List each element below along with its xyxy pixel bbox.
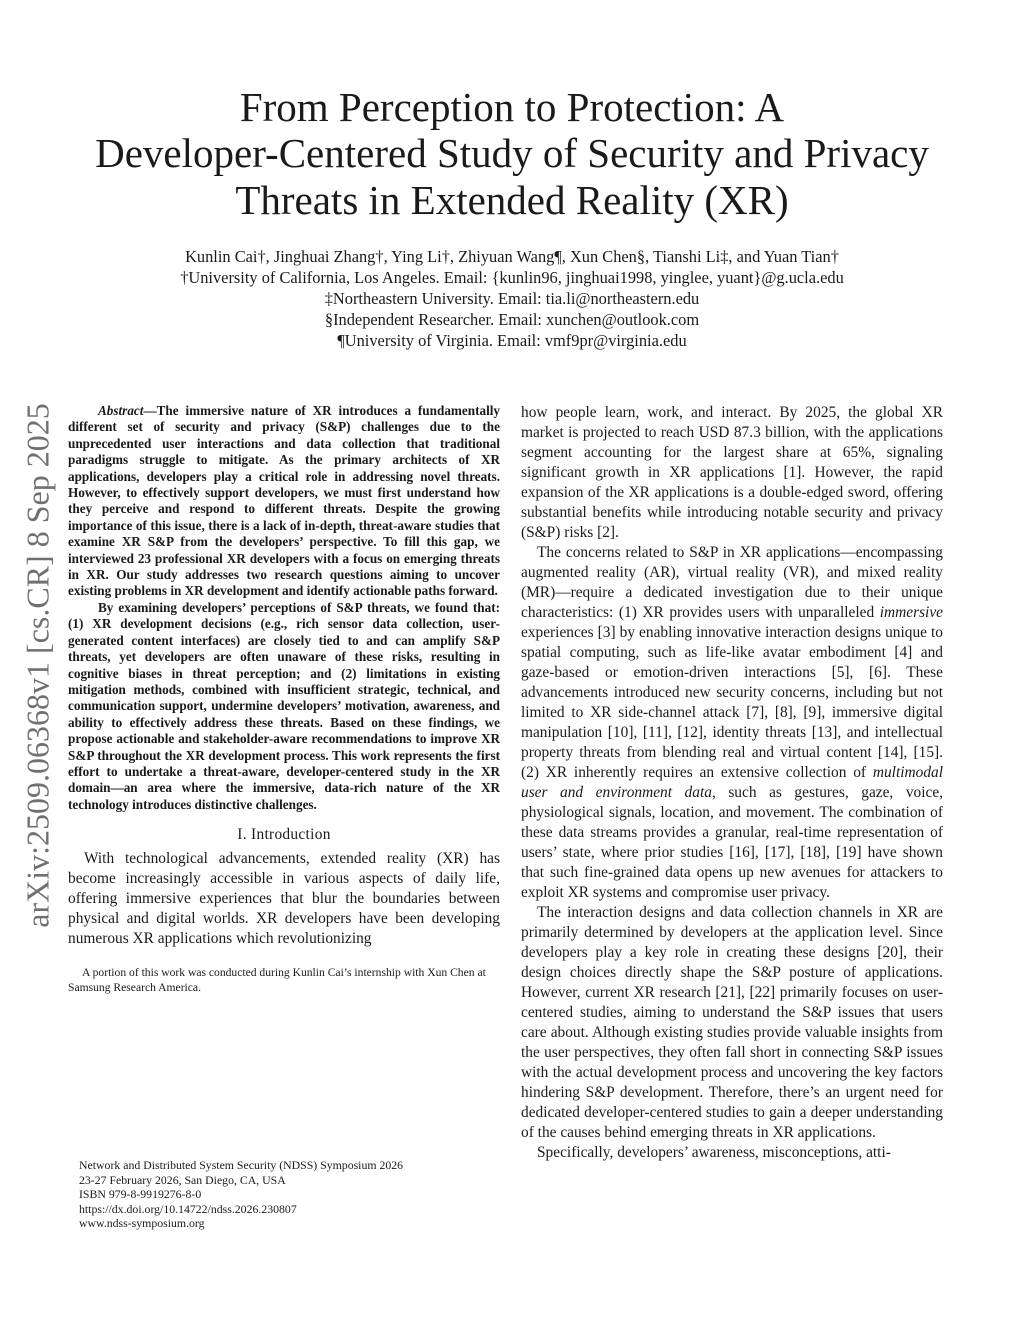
- author-names: Kunlin Cai†, Jinghuai Zhang†, Ying Li†, Zhiyuan Wang¶, Xun Chen§, Tianshi Li‡, and Yuan Tian†: [185, 247, 839, 266]
- paper-title: [60, 84, 964, 223]
- section-heading-introduction: I. Introduction: [237, 826, 331, 844]
- right-paragraph-2-part-b: experiences [3] by enabling innovative interaction designs unique to spatial computing, such as life-like avatar embodiment [4] and gaze-based or emotion-driven interactions [5], [6]. These advancements introduced new security concerns, including but not limited to XR side-channel attack [7], [8], [9], immersive digital manipulation [10], [11], [12], identity threats [13], and intellectual property threats from blending real and virtual content [14], [15]. (2) XR inherently requires an extensive collection of: [521, 624, 943, 781]
- internship-footnote: A portion of this work was conducted during Kunlin Cai’s internship with Xun Chen at Samsung Research America.: [68, 966, 486, 995]
- intro-paragraph-1: With technological advancements, extended reality (XR) has become increasingly accessible in various aspects of daily life, offering immersive experiences that blur the boundaries between physical and digital worlds. XR developers have been developing numerous XR applications which revolutionizing: [68, 850, 500, 948]
- arxiv-identifier-text: arXiv:2509.06368v1 [cs.CR] 8 Sep 2025: [19, 402, 56, 928]
- right-column: [521, 403, 943, 1163]
- immersive-emphasis: immersive: [879, 604, 943, 621]
- venue-info: [79, 1158, 403, 1231]
- venue-doi-link[interactable]: https://dx.doi.org/10.14722/ndss.2026.230807: [79, 1201, 297, 1216]
- multimodal-data-emphasis: multimodal user and environment data: [521, 764, 943, 801]
- affiliation-virginia: ¶University of Virginia. Email: vmf9pr@virginia.edu: [337, 331, 687, 350]
- venue-isbn: ISBN 979-8-9919276-8-0: [79, 1187, 202, 1202]
- affiliation-independent: §Independent Researcher. Email: xunchen@outlook.com: [324, 310, 700, 329]
- right-paragraph-4: Specifically, developers’ awareness, misconceptions, atti-: [537, 1144, 891, 1161]
- author-block: [60, 246, 964, 351]
- title-line-2: Developer-Centered Study of Security and Privacy: [95, 130, 929, 177]
- abstract-label: Abstract: [98, 403, 144, 418]
- right-paragraph-2-part-a: The concerns related to S&P in XR applications—encompassing augmented reality (AR), virtual reality (VR), and mixed reality (MR)—require a dedicated investigation due to their unique characteristics: (1) XR provides users with unparalleled: [521, 544, 943, 621]
- venue-website-link[interactable]: www.ndss-symposium.org: [79, 1216, 205, 1231]
- venue-name: Network and Distributed System Security (NDSS) Symposium 2026: [79, 1158, 404, 1172]
- right-paragraph-2-part-c: , such as gestures, gaze, voice, physiological signals, location, and movement. The combination of these data streams provides a granular, real-time representation of users’ state, where prior studies [16], [17], [18], [19] have shown that such fine-grained data opens up new avenues for attackers to exploit XR systems and compromise user privacy.: [521, 784, 943, 901]
- venue-date-location: 23-27 February 2026, San Diego, CA, USA: [79, 1172, 286, 1187]
- abstract-paragraph-2: By examining developers’ perceptions of S&P threats, we found that: (1) XR development decisions (e.g., rich sensor data collection, user-generated content interfaces) are closely tied to and can amplify S&P threats, yet developers are often unaware of these risks, resulting in cognitive biases in threat perception; and (2) limitations in existing mitigation methods, combined with insufficient strategic, technical, and communication support, undermine developers’ motivation, awareness, and ability to effectively address these threats. Based on these findings, we propose actionable and stakeholder-aware recommendations to improve XR S&P throughout the XR development process. This work represents the first effort to undertake a threat-aware, developer-centered study in the XR domain—an area where the immersive, data-rich nature of the XR technology introduces distinctive challenges.: [68, 599, 500, 812]
- abstract-paragraph-1: [68, 403, 500, 600]
- arxiv-identifier-stamp: [12, 380, 64, 950]
- left-column: [68, 403, 500, 995]
- title-line-3: Threats in Extended Reality (XR): [235, 176, 789, 223]
- right-paragraph-1: how people learn, work, and interact. By 2025, the global XR market is projected to reach USD 87.3 billion, with the applications segment accounting for the largest share at 65%, signaling significant growth in XR applications [1]. However, the rapid expansion of the XR applications is a double-edged sword, offering substantial benefits while introducing notable security and privacy (S&P) risks [2].: [521, 404, 943, 541]
- affiliation-ucla: †University of California, Los Angeles. Email: {kunlin96, jinghuai1998, yinglee, yuant}@g.ucla.edu: [180, 268, 844, 287]
- abstract-text-1: —The immersive nature of XR introduces a fundamentally different set of security and privacy (S&P) challenges due to the unprecedented user interactions and data collection that traditional paradigms struggle to mitigate. As the primary architects of XR applications, developers play a critical role in addressing novel threats. However, to effectively support developers, we must first understand how they perceive and respond to different threats. Despite the growing importance of this issue, there is a lack of in-depth, threat-aware studies that examine XR S&P from the developers’ perspective. To fill this gap, we interviewed 23 professional XR developers with a focus on emerging threats in XR. Our study addresses two research questions aiming to uncover existing problems in XR development and identify actionable paths forward.: [68, 403, 500, 599]
- title-line-1: From Perception to Protection: A: [239, 84, 785, 130]
- right-paragraph-3: The interaction designs and data collection channels in XR are primarily determined by developers at the application level. Since developers play a key role in creating these designs [20], their design choices directly shape the S&P posture of applications. However, current XR research [21], [22] primarily focuses on user-centered studies, aiming to understand the S&P issues that users care about. Although existing studies provide valuable insights from the user perspectives, they often fall short in connecting S&P issues with the actual development process and uncovering the key factors hindering S&P development. Therefore, there’s an urgent need for dedicated developer-centered studies to gain a deeper understanding of the causes behind emerging threats in XR applications.: [521, 904, 943, 1141]
- affiliation-northeastern: ‡Northeastern University. Email: tia.li@northeastern.edu: [324, 289, 700, 308]
- right-paragraph-2: [521, 543, 943, 903]
